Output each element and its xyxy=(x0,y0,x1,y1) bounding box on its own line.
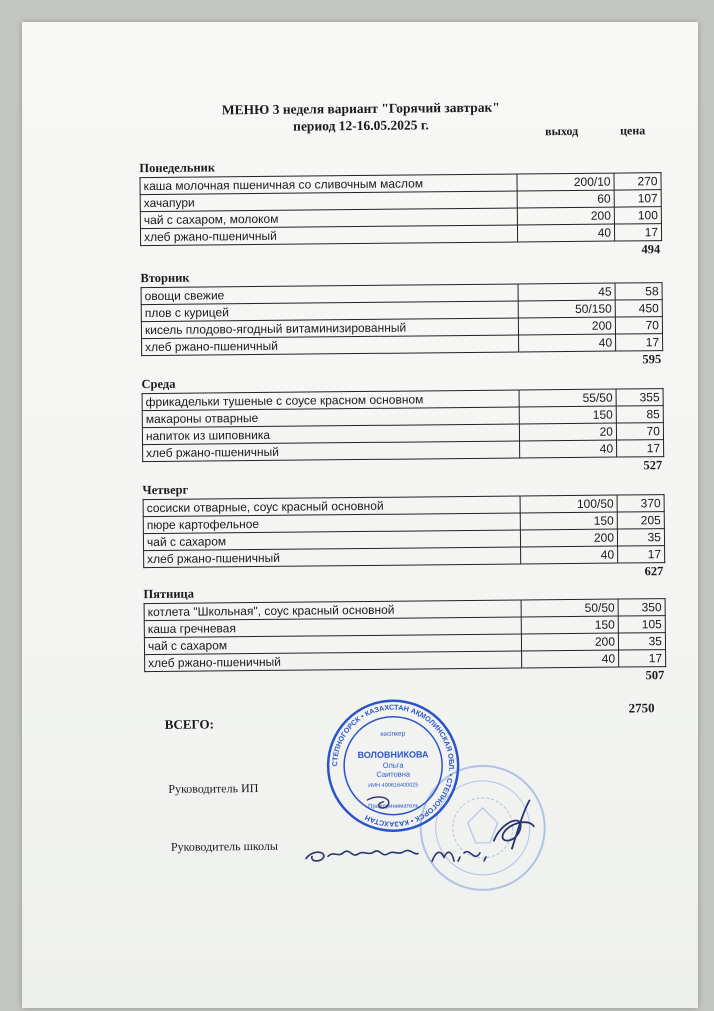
out-cell: 200 xyxy=(520,529,617,547)
stamp-ring-text: СТЕПНОГОРСК • КАЗАХСТАН АҚМОЛИНСКАЯ ОБЛ. • СТЕПНОГОРСК • КАЗАХСТАН xyxy=(330,702,457,829)
day-name: Пятница xyxy=(143,586,195,602)
out-cell: 150 xyxy=(519,406,616,424)
document-title xyxy=(23,97,699,137)
out-cell: 200 xyxy=(518,317,615,335)
day-block xyxy=(141,371,664,478)
dish-cell: хлеб ржано-пшеничный xyxy=(143,441,520,462)
stamp-first-name: Ольга xyxy=(382,760,404,770)
dish-cell: чай с сахаром xyxy=(143,530,520,551)
out-cell: 60 xyxy=(517,190,614,208)
dish-cell: плов с курицей xyxy=(141,301,518,322)
day-name: Четверг xyxy=(142,482,189,498)
day-block xyxy=(139,155,662,262)
price-cell: 205 xyxy=(617,512,664,529)
menu-document xyxy=(22,19,707,1011)
paper-sheet xyxy=(22,22,698,1008)
out-cell: 100/50 xyxy=(520,495,617,513)
out-cell: 45 xyxy=(518,283,615,301)
price-cell: 35 xyxy=(617,529,664,546)
day-name: Понедельник xyxy=(139,160,216,176)
day-total: 627 xyxy=(644,564,664,579)
out-cell: 200 xyxy=(521,633,618,651)
out-cell: 40 xyxy=(520,440,617,458)
dish-cell: хлеб ржано-пшеничный xyxy=(144,547,521,568)
dish-cell: чай с сахаром, молоком xyxy=(140,208,517,229)
dish-cell: фрикадельки тушеные с соусе красном основном xyxy=(142,390,519,411)
price-cell: 105 xyxy=(618,616,665,633)
dish-cell: кисель плодово-ягодный витаминизированный xyxy=(141,318,518,339)
menu-table xyxy=(139,172,662,246)
day-name: Среда xyxy=(141,376,176,392)
price-cell: 35 xyxy=(618,633,665,650)
title-line-1: МЕНЮ 3 неделя вариант "Горячий завтрак" xyxy=(221,99,500,118)
price-cell: 100 xyxy=(614,207,661,224)
day-block xyxy=(142,477,665,584)
handwritten-signatures xyxy=(297,790,538,878)
title-line-2: период 12-16.05.2025 г. xyxy=(293,117,429,134)
price-cell: 107 xyxy=(614,190,661,207)
out-cell: 50/50 xyxy=(521,599,618,617)
out-cell: 40 xyxy=(521,546,618,564)
signature-label-school: Руководитель школы xyxy=(170,838,279,854)
price-cell: 70 xyxy=(615,317,662,334)
signature-label-ip: Руководитель ИП xyxy=(168,781,259,796)
out-cell: 200 xyxy=(517,207,614,225)
menu-table xyxy=(144,598,667,672)
price-cell: 355 xyxy=(616,389,663,406)
out-cell: 40 xyxy=(522,650,619,668)
out-cell: 50/150 xyxy=(518,300,615,318)
dish-cell: макароны отварные xyxy=(142,407,519,428)
menu-table xyxy=(142,388,665,462)
stamp-patronymic: Саитовна xyxy=(376,769,411,779)
price-cell: 17 xyxy=(618,546,665,563)
dish-cell: хлеб ржано-пшеничный xyxy=(142,335,519,356)
stamp-top-text: кәсіпкер xyxy=(380,730,406,738)
dish-cell: напиток из шиповника xyxy=(142,424,519,445)
day-total: 595 xyxy=(642,352,662,367)
price-cell: 58 xyxy=(615,283,662,300)
dish-cell: котлета "Школьная", соус красный основной xyxy=(144,600,521,621)
stamp-bottom-text: Предприниматель xyxy=(368,803,419,810)
out-cell: 150 xyxy=(521,616,618,634)
menu-table xyxy=(143,494,666,568)
price-cell: 85 xyxy=(616,406,663,423)
dish-cell: овощи свежие xyxy=(141,284,518,305)
grand-total: 2750 xyxy=(628,700,655,716)
price-cell: 70 xyxy=(616,423,663,440)
price-cell: 450 xyxy=(615,300,662,317)
price-cell: 17 xyxy=(614,224,661,241)
dish-cell: каша гречневая xyxy=(144,617,521,638)
dish-cell: хлеб ржано-пшеничный xyxy=(140,225,517,246)
price-cell: 17 xyxy=(619,650,666,667)
day-block xyxy=(143,581,666,688)
day-total: 527 xyxy=(643,458,663,473)
price-cell: 270 xyxy=(614,173,661,190)
total-label: ВСЕГО: xyxy=(164,716,214,732)
dish-cell: пюре картофельное xyxy=(143,513,520,534)
out-cell: 40 xyxy=(519,334,616,352)
day-name: Вторник xyxy=(140,270,190,286)
dish-cell: каша молочная пшеничная со сливочным маслом xyxy=(140,174,517,195)
column-header-price: цена xyxy=(619,123,646,138)
dish-cell: хлеб ржано-пшеничный xyxy=(145,651,522,672)
day-block xyxy=(140,265,663,372)
price-cell: 17 xyxy=(616,334,663,351)
dish-cell: хачапури xyxy=(140,191,517,212)
day-total: 494 xyxy=(641,242,661,257)
out-cell: 40 xyxy=(517,224,614,242)
price-cell: 370 xyxy=(617,495,664,512)
out-cell: 200/10 xyxy=(517,173,614,191)
column-header-out: выход xyxy=(544,123,579,139)
dish-cell: сосиски отварные, соус красный основной xyxy=(143,496,520,517)
stamp-surname: ВОЛОВНИКОВА xyxy=(357,749,429,761)
out-cell: 20 xyxy=(519,423,616,441)
day-total: 507 xyxy=(645,668,665,683)
out-cell: 55/50 xyxy=(519,389,616,407)
stamp-inn: ИИН 490616400025 xyxy=(368,782,419,789)
price-cell: 17 xyxy=(617,440,664,457)
dish-cell: чай с сахаром xyxy=(144,634,521,655)
price-cell: 350 xyxy=(618,599,665,616)
out-cell: 150 xyxy=(520,512,617,530)
menu-table xyxy=(141,282,664,356)
